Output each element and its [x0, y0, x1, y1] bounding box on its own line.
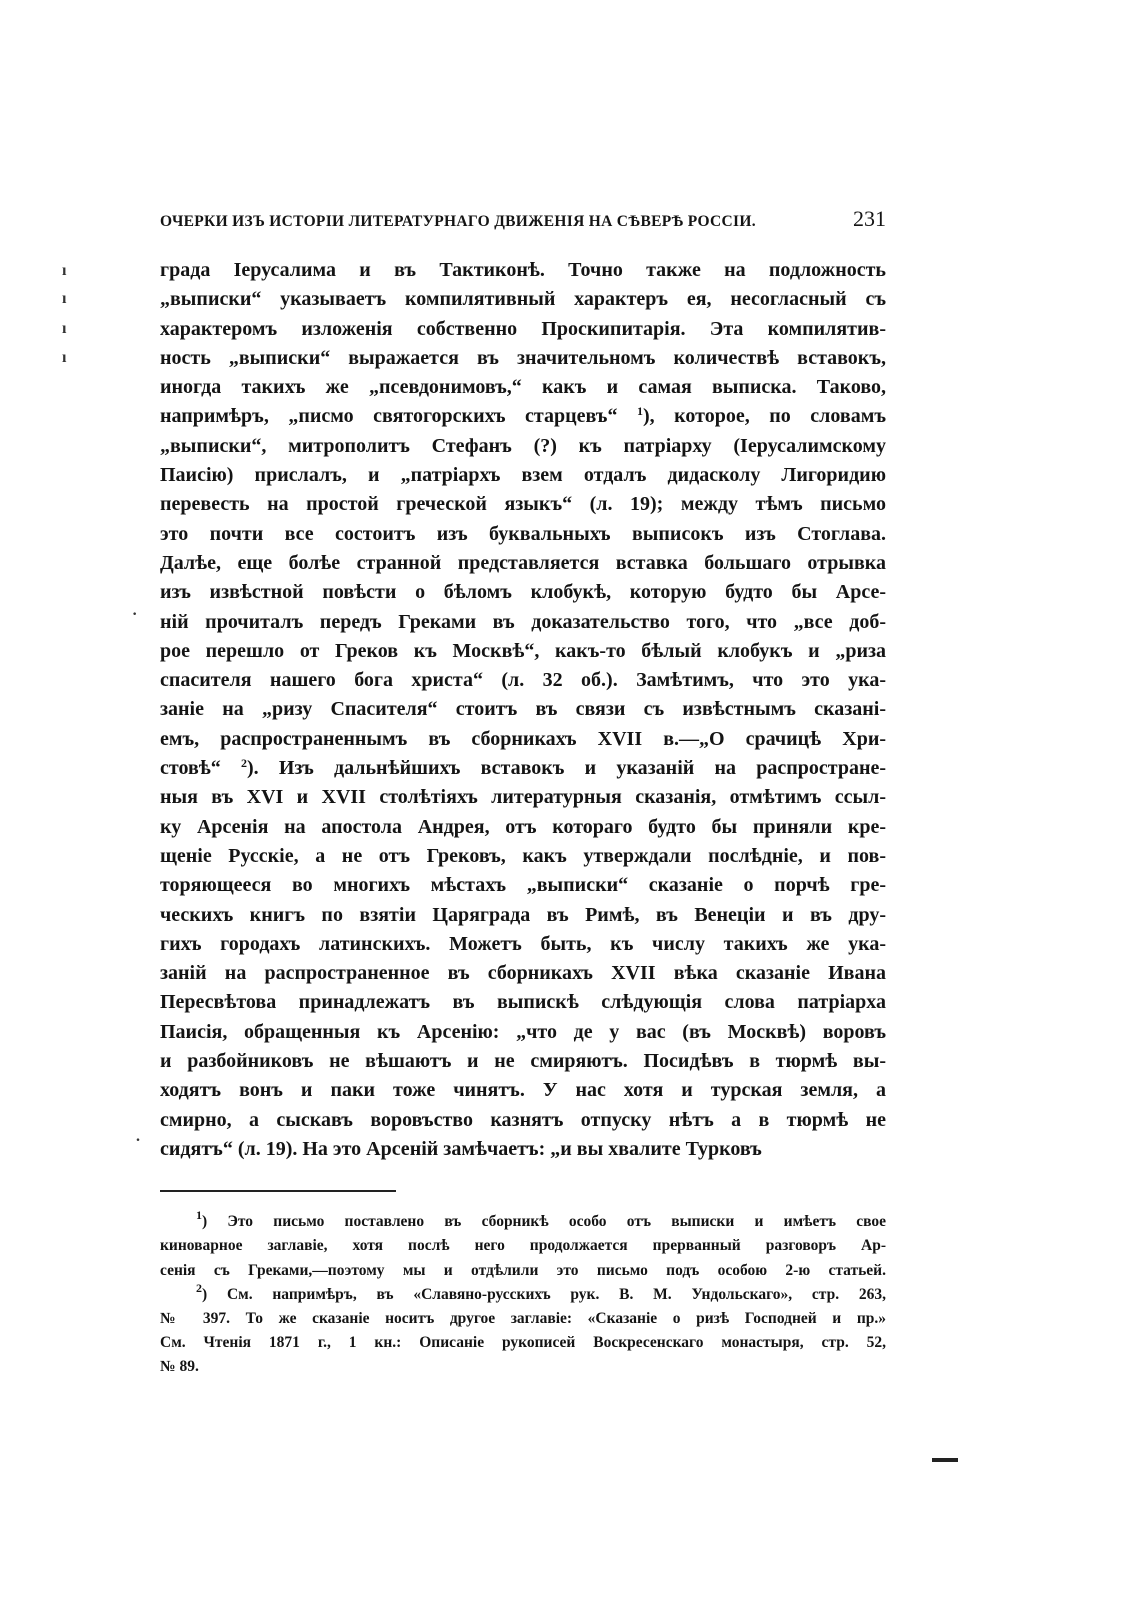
text-line: ній прочиталъ передъ Греками въ доказательство того, что „все доб- [160, 610, 886, 633]
text-line: сидятъ“ (л. 19). На это Арсеній замѣчаетъ: „и вы хвалите Турковъ [160, 1137, 762, 1160]
text-line: ныя въ XVI и XVII столѣтіяхъ литературныя сказанія, отмѣтимъ ссыл- [160, 786, 886, 809]
footnote-line: См. Чтенія 1871 г., 1 кн.: Описаніе рукописей Воскресенскаго монастыря, стр. 52, [160, 1334, 886, 1352]
text-line: рое перешло от Греков къ Москвѣ“, какъ-то бѣлый клобукъ и „риза [160, 639, 886, 662]
page-number: 231 [853, 206, 886, 231]
text-line: Паисію) прислалъ, и „патріархъ взем отдалъ дидасколу Лигоридию [160, 464, 886, 487]
footnote-marker: 2 [196, 1280, 202, 1295]
page [160, 206, 886, 1380]
text-line: Паисія, обращенныя къ Арсенію: „что де у вас (въ Москвѣ) воровъ [160, 1020, 886, 1043]
running-title: ОЧЕРКИ ИЗЪ ИСТОРІИ ЛИТЕРАТУРНАГО ДВИЖЕНІЯ НА СѢВЕРѢ РОССІИ. [160, 213, 756, 230]
text-line: гихъ городахъ латинскихъ. Можетъ быть, къ числу такихъ же ука- [160, 932, 886, 955]
footnote-line: киноварное заглавіе, хотя послѣ него продолжается прерванный разговоръ Ар- [160, 1237, 886, 1255]
scan-artifact-dash [932, 1458, 958, 1462]
text-line: ческихъ книгъ по взятіи Царяграда въ Римѣ, въ Венеціи и въ дру- [160, 903, 886, 926]
footnote-marker: 1 [636, 404, 643, 419]
text-line: заній на распространенное въ сборникахъ XVII вѣка сказаніе Ивана [160, 962, 886, 985]
margin-mark: ı [62, 349, 67, 366]
text-line: заніе на „ризу Спасителя“ стоитъ въ связи съ извѣстнымъ сказані- [160, 698, 886, 721]
margin-mark: ı [62, 320, 67, 337]
text-line: смирно, а сыскавъ воровъство казнятъ отпуску нѣтъ а в тюрмѣ не [160, 1108, 886, 1131]
footnote-line: № 397. То же сказаніе носитъ другое заглавіе: «Сказаніе о ризѣ Господней и пр.» [160, 1309, 886, 1327]
footnote-marker: 2 [240, 756, 247, 771]
text-line: характеромъ изложенія собственно Проскипитарія. Эта компилятив- [160, 317, 886, 340]
text-line: щеніе Русскіе, а не отъ Грековъ, какъ утверждали послѣдніе, и пов- [160, 844, 886, 867]
text-line: ку Арсенія на апостола Андрея, отъ котораго будто бы приняли кре- [160, 815, 886, 838]
footnote-line: сенія съ Греками,—поэтому мы и отдѣлили это письмо подъ особою 2-ю статьей. [160, 1261, 886, 1279]
footnote-line: $^2$) См. напримѣръ, въ «Славяно-русскихъ рук. В. М. Ундольскаго», стр. 263, [196, 1280, 886, 1303]
text-line: иногда такихъ же „псевдонимовъ,“ какъ и самая выписка. Таково, [160, 376, 886, 399]
text-line: ходятъ вонъ и паки тоже чинятъ. У нас хотя и турская земля, а [160, 1079, 886, 1102]
text-line: града Іерусалима и въ Тактиконѣ. Точно также на подложность [160, 259, 886, 281]
footnotes [160, 1210, 886, 1379]
text-line: торяющееся во многихъ мѣстахъ „выписки“ сказаніе о порчѣ гре- [160, 874, 886, 897]
text-line: это почти все состоитъ изъ буквальныхъ выписокъ изъ Стоглава. [160, 522, 886, 545]
margin-mark: · [132, 606, 138, 623]
text-line: „выписки“, митрополитъ Стефанъ (?) къ патріарху (Іерусалимскому [160, 434, 886, 457]
text-line: емъ, распространеннымъ въ сборникахъ XVII в.—„О срачицѣ Хри- [160, 727, 886, 750]
text-line: стовѣ“ $^2$). Изъ дальнѣйшихъ вставокъ и указаній на распростране- [160, 756, 886, 780]
footnote-line: № 89. [160, 1358, 199, 1376]
text-line: напримѣръ, „писмо святогорскихъ старцевъ“ $^1$), которое, по словамъ [160, 404, 886, 428]
margin-mark: ı [62, 290, 67, 307]
text-line: спасителя нашего бога христа“ (л. 32 об.). Замѣтимъ, что это ука- [160, 669, 886, 692]
body-text [160, 256, 886, 1164]
text-line: Далѣе, еще болѣе странной представляется вставка большаго отрывка [160, 551, 886, 574]
text-line: изъ извѣстной повѣсти о бѣломъ клобукѣ, которую будто бы Арсе- [160, 581, 886, 604]
footnote-2 [160, 1280, 886, 1380]
text-line: ность „выписки“ выражается въ значительномъ количествѣ вставокъ, [160, 346, 886, 369]
footnote-marker: 1 [196, 1208, 202, 1223]
footnote-1 [160, 1210, 886, 1283]
footnote-line: $^1$) Это письмо поставлено въ сборникѣ особо отъ выписки и имѣетъ свое [196, 1208, 886, 1231]
text-line: Пересвѣтова принадлежатъ въ выпискѣ слѣдующія слова патріарха [160, 991, 886, 1014]
running-head [160, 206, 886, 246]
margin-mark: ı [62, 262, 67, 279]
text-line: „выписки“ указываетъ компилятивный характеръ ея, несогласный съ [160, 288, 886, 311]
footnote-rule [160, 1190, 396, 1192]
margin-mark: . [136, 1128, 140, 1145]
text-line: и разбойниковъ не вѣшаютъ и не смиряютъ. Посидѣвъ в тюрмѣ вы- [160, 1050, 886, 1073]
text-line: перевесть на простой греческой языкъ“ (л. 19); между тѣмъ письмо [160, 493, 886, 516]
